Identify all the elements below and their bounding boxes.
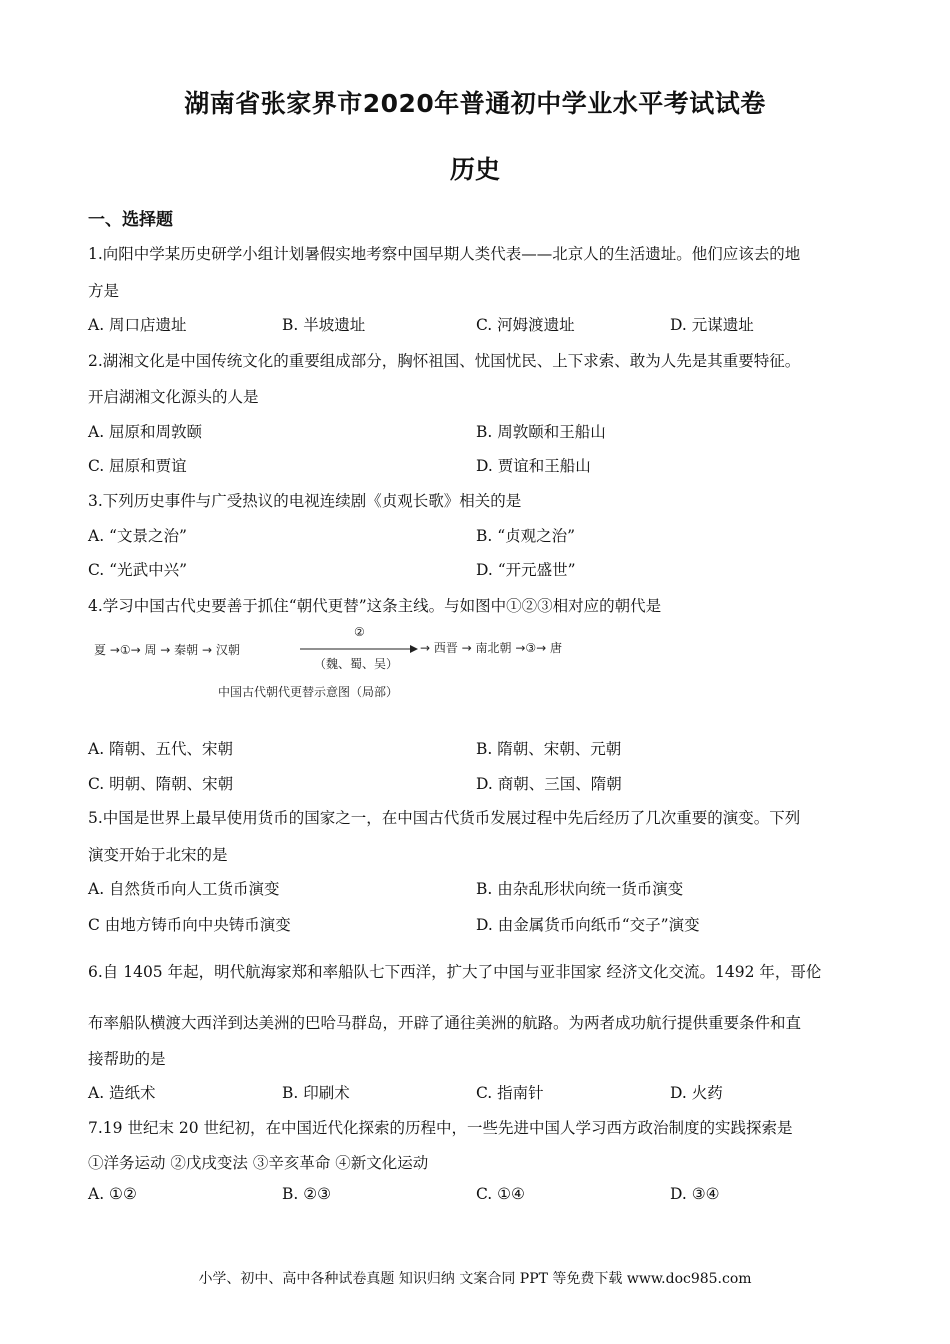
q4-option-a: A. 隋朝、五代、宋朝 <box>88 740 234 758</box>
q6-option-c: C. 指南针 <box>476 1084 544 1102</box>
subject-title: 历史 <box>449 155 500 184</box>
q3-option-c: C. “光武中兴” <box>88 561 188 579</box>
question-2-text: 2.湖湘文化是中国传统文化的重要组成部分，胸怀祖国、忧国忧民、上下求索、敢为人先是其重要特征。 <box>88 352 801 370</box>
question-4-text: 4.学习中国古代史要善于抓住“朝代更替”这条主线。与如图中①②③相对应的朝代是 <box>88 597 662 615</box>
q4-option-d: D. 商朝、三国、隋朝 <box>476 775 622 793</box>
footer-text: 小学、初中、高中各种试卷真题 知识归纳 文案合同 PPT 等免费下载 www.doc985.com <box>198 1271 752 1287</box>
exam-title: 湖南省张家界市2020年普通初中学业水平考试试卷 <box>184 89 766 118</box>
diagram-mid-bottom: （魏、蜀、吴） <box>314 657 399 671</box>
q3-option-d: D. “开元盛世” <box>476 561 576 579</box>
q5-option-a: A. 自然货币向人工货币演变 <box>88 880 280 898</box>
q4-option-c: C. 明朝、隋朝、宋朝 <box>88 775 234 793</box>
q2-option-d: D. 贾谊和王船山 <box>476 457 591 475</box>
q7-option-a: A. ①② <box>88 1185 137 1203</box>
question-2-text-cont: 开启湖湘文化源头的人是 <box>88 388 259 406</box>
q7-option-b: B. ②③ <box>282 1185 332 1203</box>
q2-option-b: B. 周敦颐和王船山 <box>476 423 606 441</box>
q2-option-c: C. 屈原和贾谊 <box>88 457 187 475</box>
diagram-caption: 中国古代朝代更替示意图（局部） <box>218 685 399 699</box>
question-6-text-end: 接帮助的是 <box>88 1050 166 1068</box>
question-5-text-cont: 演变开始于北宋的是 <box>88 846 228 864</box>
q2-option-a: A. 屈原和周敦颐 <box>88 423 203 441</box>
q3-option-a: A. “文景之治” <box>88 527 187 545</box>
q5-option-b: B. 由杂乱形状向统一货币演变 <box>476 880 684 898</box>
q5-option-c: C 由地方铸币向中央铸币演变 <box>88 916 291 934</box>
diagram-arrow-head <box>410 645 418 653</box>
q7-option-d: D. ③④ <box>670 1185 720 1203</box>
diagram-mid-top: ② <box>354 625 365 639</box>
q1-option-b: B. 半坡遗址 <box>282 316 366 334</box>
question-6-text: 6.自 1405 年起，明代航海家郑和率船队七下西洋，扩大了中国与亚非国家 经济文化交流。1492 年，哥伦 <box>88 963 822 981</box>
q6-option-b: B. 印刷术 <box>282 1084 350 1102</box>
q5-option-d: D. 由金属货币向纸币“交子”演变 <box>476 916 700 934</box>
q1-option-a: A. 周口店遗址 <box>88 316 187 334</box>
q7-option-c: C. ①④ <box>476 1185 525 1203</box>
section-heading: 一、选择题 <box>88 210 173 230</box>
question-7-items: ①洋务运动 ②戊戌变法 ③辛亥革命 ④新文化运动 <box>88 1154 429 1172</box>
q1-option-c: C. 河姆渡遗址 <box>476 316 575 334</box>
q3-option-b: B. “贞观之治” <box>476 527 576 545</box>
question-3-text: 3.下列历史事件与广受热议的电视连续剧《贞观长歌》相关的是 <box>88 492 522 510</box>
question-5-text: 5.中国是世界上最早使用货币的国家之一，在中国古代货币发展过程中先后经历了几次重要的演变。下列 <box>88 809 801 827</box>
q4-option-b: B. 隋朝、宋朝、元朝 <box>476 740 622 758</box>
question-1-text-cont: 方是 <box>88 282 120 300</box>
question-7-text: 7.19 世纪末 20 世纪初，在中国近代化探索的历程中，一些先进中国人学习西方政治制度的实践探索是 <box>88 1119 793 1137</box>
diagram-sequence-left: 夏 →①→ 周 → 秦朝 → 汉朝 <box>94 643 240 657</box>
diagram-sequence-right: → 西晋 → 南北朝 →③→ 唐 <box>420 641 563 655</box>
question-6-text-cont: 布率船队横渡大西洋到达美洲的巴哈马群岛，开辟了通往美洲的航路。为两者成功航行提供重要条件和直 <box>88 1014 802 1032</box>
q1-option-d: D. 元谋遗址 <box>670 316 754 334</box>
dynasty-diagram <box>88 620 648 710</box>
q6-option-a: A. 造纸术 <box>88 1084 156 1102</box>
question-1-text: 1.向阳中学某历史研学小组计划暑假实地考察中国早期人类代表——北京人的生活遗址。他们应该去的地 <box>88 245 801 263</box>
q6-option-d: D. 火药 <box>670 1084 723 1102</box>
